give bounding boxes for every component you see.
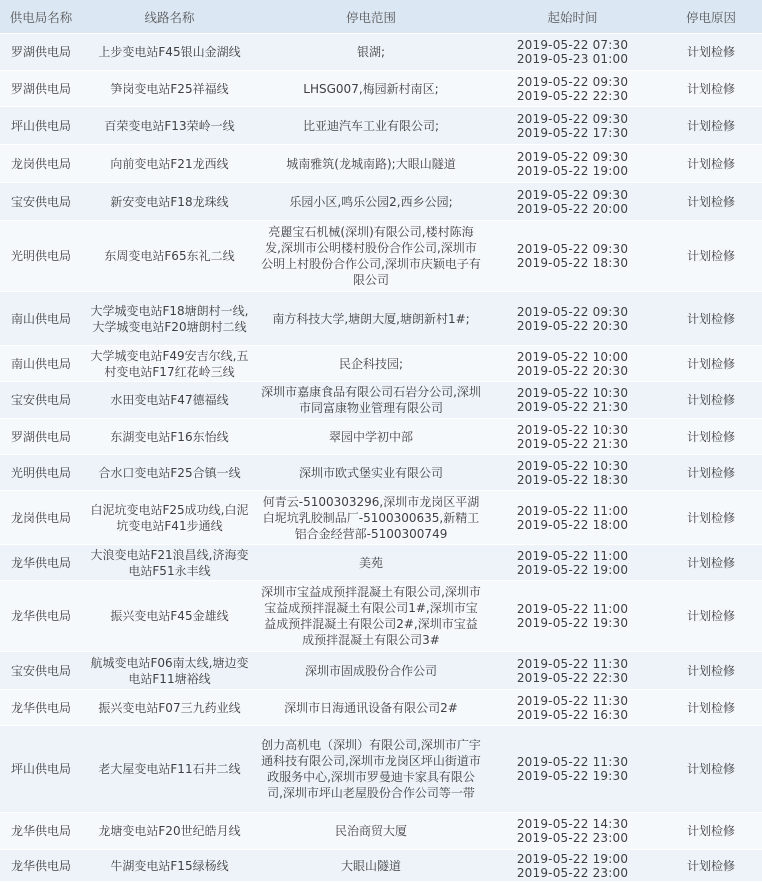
cell-bureau: 宝安供电局 [0,652,82,690]
cell-reason: 计划检修 [660,382,762,419]
cell-line: 笋岗变电站F25祥福线 [82,71,257,107]
cell-bureau: 坪山供电局 [0,107,82,145]
table-row [0,726,762,813]
cell-time [485,183,660,221]
cell-line: 白泥坑变电站F25成功线,白泥坑变电站F41步通线 [82,491,257,545]
start-time: 2019-05-22 10:30 [516,386,629,400]
table-row [0,652,762,690]
cell-line: 龙塘变电站F20世纪皓月线 [82,813,257,850]
cell-range: 民企科技园; [257,346,485,382]
cell-reason: 计划检修 [660,455,762,491]
cell-reason: 计划检修 [660,346,762,382]
end-time: 2019-05-22 19:30 [516,616,629,630]
cell-range: 美苑 [257,545,485,581]
cell-line: 向前变电站F21龙西线 [82,145,257,183]
table-row [0,346,762,382]
cell-reason: 计划检修 [660,491,762,545]
table-row [0,491,762,545]
cell-bureau: 宝安供电局 [0,183,82,221]
start-time: 2019-05-22 09:30 [516,242,629,256]
cell-reason: 计划检修 [660,545,762,581]
cell-reason: 计划检修 [660,850,762,882]
cell-time [485,813,660,850]
cell-bureau: 光明供电局 [0,455,82,491]
cell-reason: 计划检修 [660,221,762,292]
start-time: 2019-05-22 11:30 [516,693,629,708]
end-time: 2019-05-23 01:00 [516,52,629,66]
cell-reason: 计划检修 [660,813,762,850]
cell-time [485,491,660,545]
cell-line: 航城变电站F06南太线,塘边变电站F11塘裕线 [82,652,257,690]
cell-time [485,71,660,107]
cell-time [485,455,660,491]
cell-range: LHSG007,梅园新村南区; [257,71,485,107]
table-header [0,0,762,34]
end-time: 2019-05-22 22:30 [516,88,629,103]
cell-bureau: 龙华供电局 [0,545,82,581]
cell-range: 银湖; [257,34,485,71]
cell-bureau: 罗湖供电局 [0,34,82,71]
cell-bureau: 龙华供电局 [0,581,82,652]
cell-range: 深圳市嘉康食品有限公司石岩分公司,深圳市同富康物业管理有限公司 [257,382,485,419]
table-row [0,382,762,419]
cell-reason: 计划检修 [660,71,762,107]
end-time: 2019-05-22 16:30 [516,707,629,722]
cell-range: 乐园小区,鸣乐公园2,西乡公园; [257,183,485,221]
end-time: 2019-05-22 19:00 [516,163,629,178]
cell-range: 创力高机电（深圳）有限公司,深圳市广宇通科技有限公司,深圳市龙岗区坪山街道市政服务中心,深圳市罗曼迪卡家具有限公司,深圳市坪山老屋股份合作公司等一带 [257,726,485,813]
start-time: 2019-05-22 10:30 [516,458,629,473]
end-time: 2019-05-22 19:00 [516,562,629,577]
cell-bureau: 南山供电局 [0,292,82,346]
cell-line: 东周变电站F65东礼二线 [82,221,257,292]
column-header-range: 停电范围 [257,0,485,34]
cell-reason: 计划检修 [660,419,762,455]
column-header-reason: 停电原因 [660,0,762,34]
table-row [0,107,762,145]
cell-bureau: 罗湖供电局 [0,71,82,107]
cell-range: 深圳市日海通讯设备有限公司2# [257,690,485,726]
table-body [0,34,762,882]
start-time: 2019-05-22 09:30 [516,111,629,126]
cell-time [485,419,660,455]
cell-time [485,690,660,726]
table-row [0,34,762,71]
cell-bureau: 坪山供电局 [0,726,82,813]
cell-time [485,382,660,419]
start-time: 2019-05-22 11:30 [516,656,629,671]
start-time: 2019-05-22 11:00 [516,548,629,563]
cell-reason: 计划检修 [660,581,762,652]
cell-bureau: 龙岗供电局 [0,145,82,183]
end-time: 2019-05-22 21:30 [516,400,629,414]
cell-time [485,346,660,382]
table-row [0,419,762,455]
start-time: 2019-05-22 09:30 [516,74,629,89]
table-row [0,581,762,652]
cell-time [485,145,660,183]
cell-line: 大学城变电站F49安吉尔线,五村变电站F17红花岭三线 [82,346,257,382]
table-row [0,221,762,292]
cell-bureau: 南山供电局 [0,346,82,382]
cell-range: 深圳市欧式堡实业有限公司 [257,455,485,491]
start-time: 2019-05-22 10:30 [516,422,629,437]
cell-range: 何青云-5100303296,深圳市龙岗区平湖白坭坑乳胶制品厂-5100300635,新精工铝合金经营部-5100300749 [257,491,485,545]
end-time: 2019-05-22 17:30 [516,125,629,140]
end-time: 2019-05-22 18:00 [516,517,629,532]
table-row [0,850,762,882]
cell-line: 百荣变电站F13荣岭一线 [82,107,257,145]
end-time: 2019-05-22 18:30 [516,472,629,487]
cell-line: 大浪变电站F21浪昌线,济海变电站F51永丰线 [82,545,257,581]
cell-bureau: 龙华供电局 [0,850,82,882]
cell-bureau: 宝安供电局 [0,382,82,419]
table-row [0,813,762,850]
cell-time [485,652,660,690]
header-row [0,0,762,34]
end-time: 2019-05-22 20:00 [516,201,629,216]
start-time: 2019-05-22 11:00 [516,602,629,616]
table-row [0,71,762,107]
end-time: 2019-05-22 21:30 [516,436,629,451]
cell-time [485,545,660,581]
end-time: 2019-05-22 23:00 [516,865,629,880]
cell-reason: 计划检修 [660,652,762,690]
cell-line: 振兴变电站F45金雄线 [82,581,257,652]
cell-time [485,581,660,652]
start-time: 2019-05-22 07:30 [516,38,629,52]
cell-line: 新安变电站F18龙珠线 [82,183,257,221]
cell-range: 城南雅筑(龙城南路);大眼山隧道 [257,145,485,183]
end-time: 2019-05-22 22:30 [516,670,629,685]
cell-range: 翠园中学初中部 [257,419,485,455]
start-time: 2019-05-22 11:00 [516,503,629,518]
cell-range: 民治商贸大厦 [257,813,485,850]
cell-line: 振兴变电站F07三九药业线 [82,690,257,726]
end-time: 2019-05-22 23:00 [516,831,629,845]
start-time: 2019-05-22 19:00 [516,851,629,866]
cell-reason: 计划检修 [660,183,762,221]
start-time: 2019-05-22 09:30 [516,187,629,202]
cell-bureau: 光明供电局 [0,221,82,292]
cell-range: 深圳市宝益成预拌混凝土有限公司,深圳市宝益成预拌混凝土有限公司1#,深圳市宝益成预拌混凝土有限公司2#,深圳市宝益成预拌混凝土有限公司3# [257,581,485,652]
column-header-line: 线路名称 [82,0,257,34]
start-time: 2019-05-22 09:30 [516,304,629,319]
table-row [0,545,762,581]
cell-range: 南方科技大学,塘朗大厦,塘朗新村1#; [257,292,485,346]
cell-line: 东湖变电站F16东怡线 [82,419,257,455]
cell-range: 比亚迪汽车工业有限公司; [257,107,485,145]
cell-line: 水田变电站F47德福线 [82,382,257,419]
cell-reason: 计划检修 [660,690,762,726]
cell-reason: 计划检修 [660,292,762,346]
table-row [0,690,762,726]
cell-time [485,726,660,813]
cell-line: 大学城变电站F18塘朗村一线,大学城变电站F20塘朗村二线 [82,292,257,346]
table-row [0,292,762,346]
cell-reason: 计划检修 [660,34,762,71]
cell-line: 老大屋变电站F11石井二线 [82,726,257,813]
cell-line: 上步变电站F45银山金湖线 [82,34,257,71]
cell-bureau: 龙华供电局 [0,813,82,850]
table-row [0,145,762,183]
cell-time [485,34,660,71]
end-time: 2019-05-22 19:30 [516,769,629,783]
cell-time [485,850,660,882]
cell-range: 深圳市固成股份合作公司 [257,652,485,690]
cell-reason: 计划检修 [660,107,762,145]
cell-line: 合水口变电站F25合镇一线 [82,455,257,491]
start-time: 2019-05-22 09:30 [516,149,629,164]
start-time: 2019-05-22 10:00 [516,349,629,364]
cell-time [485,292,660,346]
cell-bureau: 罗湖供电局 [0,419,82,455]
column-header-bureau: 供电局名称 [0,0,82,34]
cell-bureau: 龙岗供电局 [0,491,82,545]
cell-range: 亮麗宝石机械(深圳)有限公司,楼村陈海发,深圳市公明楼村股份合作公司,深圳市公明上村股份合作公司,深圳市庆颖电子有限公司 [257,221,485,292]
cell-reason: 计划检修 [660,726,762,813]
cell-time [485,107,660,145]
column-header-time: 起始时间 [485,0,660,34]
start-time: 2019-05-22 11:30 [516,755,629,769]
end-time: 2019-05-22 20:30 [516,318,629,333]
start-time: 2019-05-22 14:30 [516,817,629,831]
cell-time [485,221,660,292]
table-row [0,183,762,221]
cell-line: 牛湖变电站F15绿杨线 [82,850,257,882]
end-time: 2019-05-22 20:30 [516,363,629,378]
cell-bureau: 龙华供电局 [0,690,82,726]
end-time: 2019-05-22 18:30 [516,256,629,270]
table-row [0,455,762,491]
cell-reason: 计划检修 [660,145,762,183]
cell-range: 大眼山隧道 [257,850,485,882]
